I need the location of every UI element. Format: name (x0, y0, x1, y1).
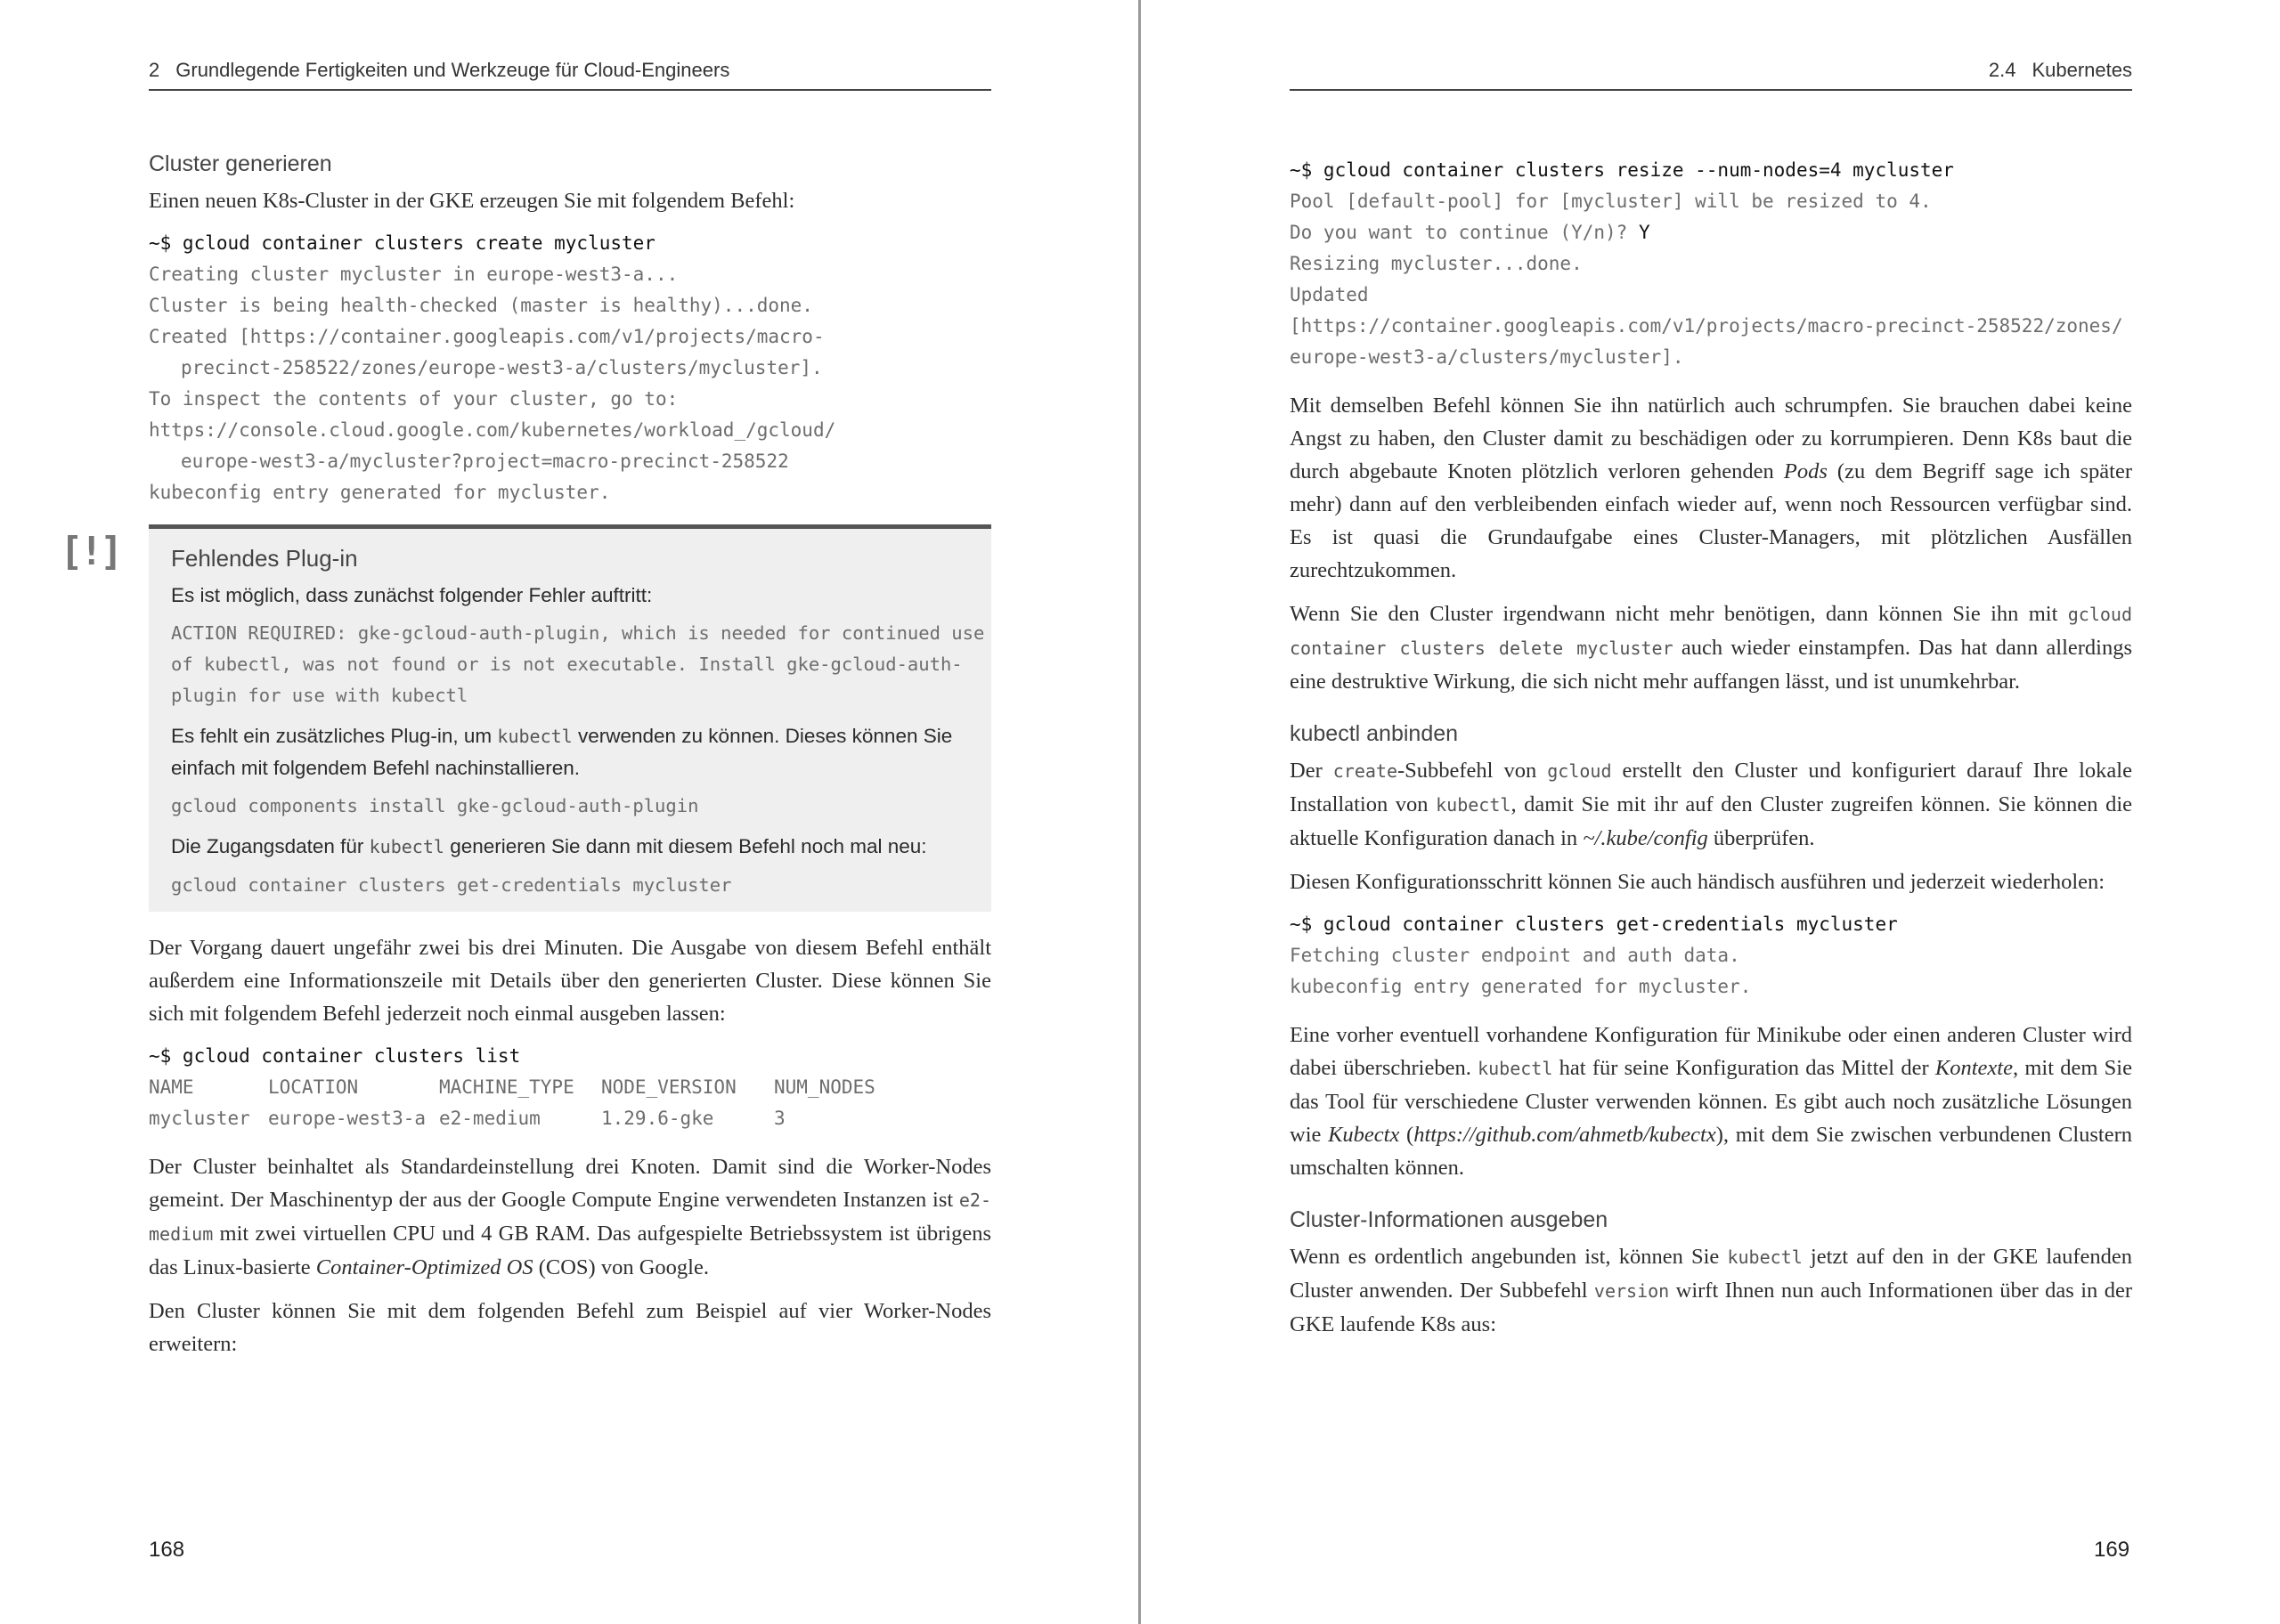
code-output-line: kubeconfig entry generated for mycluster. (1290, 976, 1752, 997)
right-page (1141, 0, 2280, 1624)
table-cell: 3 (774, 1108, 786, 1129)
note-install-command (171, 791, 969, 822)
note-credentials-command (171, 870, 969, 901)
table-cell: e2-medium (439, 1108, 541, 1129)
paragraph-manual-config: Diesen Konfigurationsschritt können Sie auch händisch ausführen und jederzeit wiederholen: (1290, 870, 2105, 894)
running-head-chapter: 2 (149, 59, 160, 81)
table-header-row (149, 1072, 991, 1103)
table-cell: mycluster (149, 1108, 250, 1129)
code-output-line: [https://container.googleapis.com/v1/projects/macro-precinct-258522/zones/ (1290, 315, 2123, 337)
text-run: verwenden zu können. Dieses können Sie einfach mit folgendem Befehl nachinstallieren. (171, 725, 953, 779)
code-output-line: Creating cluster mycluster in europe-west3-a... (149, 264, 679, 285)
text-run: Eine vorher eventuell vorhandene Konfiguration für Minikube oder einen anderen Cluster wird dabei überschrieben. (1290, 1023, 2132, 1080)
code-command: ~$ gcloud container clusters resize --num-nodes=4 mycluster (1290, 159, 1954, 181)
text-run: Der Cluster beinhaltet als Standardeinstellung drei Knoten. Damit sind die Worker-Nodes gemeint. Der Maschinentyp der aus der Google Compute Engine verwendeten Instanzen ist (149, 1155, 991, 1212)
paragraph-duration: Der Vorgang dauert ungefähr zwei bis drei Minuten. Die Ausgabe von diesem Befehl enthält außerdem eine Informationszeile mit Details über den generierten Cluster. Diese können Sie sich mit folgendem Befehl jederzeit noch einmal ausgeben lassen: (149, 936, 991, 1026)
code-output-line: To inspect the contents of your cluster, go to: (149, 388, 679, 410)
table-header-cell: LOCATION (268, 1076, 359, 1098)
text-run: auch wieder einstampfen. Das hat dann allerdings eine destruktive Wirkung, die sich nicht mehr auffangen lässt, und ist unumkehrbar. (1290, 636, 2133, 694)
text-run: Der (1290, 759, 1333, 783)
paragraph-delete (1290, 597, 2132, 698)
paragraph-version (1290, 1240, 2132, 1341)
paragraph-shrink (1290, 389, 2132, 587)
left-page (0, 0, 1139, 1624)
inline-code: gcloud container clusters delete mycluster (1290, 604, 2132, 659)
emphasis: Kontexte (1934, 1056, 2013, 1080)
get-credentials-code (1290, 909, 2132, 1003)
inline-code: create (1332, 760, 1397, 782)
user-input: Y (1638, 222, 1650, 243)
note-paragraph (171, 831, 969, 863)
code-output-line: Cluster is being health-checked (master is healthy)...done. (149, 295, 813, 316)
paragraph-create-subcommand (1290, 754, 2132, 855)
note-title: Fehlendes Plug-in (171, 545, 358, 572)
inline-code: kubectl (497, 726, 573, 747)
code-output-line: kubeconfig entry generated for mycluster. (149, 482, 611, 503)
text-run: Es fehlt ein zusätzliches Plug-in, um (171, 725, 498, 747)
section-heading-cluster-generieren: Cluster generieren (149, 151, 332, 176)
code-output-line: Created [https://container.googleapis.com/v1/projects/macro- (149, 326, 825, 347)
table-cell: 1.29.6-gke (601, 1108, 714, 1129)
text-run: ), mit dem Sie zwischen verbundenen Clustern umschalten können. (1290, 1123, 2133, 1180)
note-error-code (171, 618, 985, 711)
code-command: gcloud components install gke-gcloud-auth-plugin (171, 795, 699, 816)
code-output-line (1290, 217, 2132, 248)
code-command: ~$ gcloud container clusters create mycluster (149, 232, 656, 254)
text-run: , mit dem Sie das Tool für verschiedene Cluster verwenden können. Es gibt auch noch zusätzliche Lösungen wie (1290, 1056, 2132, 1147)
running-head-chapter: 2.4 (1988, 59, 2016, 81)
text-run: überprüfen. (1707, 826, 1815, 850)
note-box-missing-plugin (60, 524, 991, 912)
code-output-line: of kubectl, was not found or is not executable. Install gke-gcloud-auth- (171, 654, 963, 675)
code-command: gcloud container clusters get-credentials mycluster (171, 874, 732, 896)
code-output-line: europe-west3-a/clusters/mycluster]. (1290, 346, 1684, 368)
section-heading-kubectl-anbinden: kubectl anbinden (1290, 721, 1459, 746)
page-number-right: 169 (2094, 1538, 2130, 1562)
table-header-cell: NODE_VERSION (601, 1076, 737, 1098)
paragraph-resize-intro: Den Cluster können Sie mit dem folgenden Befehl zum Beispiel auf vier Worker-Nodes erweitern: (149, 1299, 991, 1356)
text-run: Wenn Sie den Cluster irgendwann nicht mehr benötigen, dann können Sie ihn mit (1290, 602, 2068, 626)
section-kubectl (1290, 721, 2132, 1184)
emphasis: ~/.kube/config (1583, 826, 1708, 850)
paragraph-cluster-defaults (149, 1150, 991, 1284)
text-run: erstellt den Cluster und konfiguriert darauf Ihre lokale Installation von (1290, 759, 2132, 816)
table-row (149, 1103, 991, 1134)
page-number-left: 168 (149, 1538, 185, 1562)
text-run: wirft Ihnen nun auch Informationen über das in der GKE laufende K8s aus: (1290, 1279, 2132, 1336)
emphasis: Container-Optimized OS (315, 1255, 533, 1279)
cluster-list-output (149, 1041, 991, 1134)
section-heading-cluster-informationen: Cluster-Informationen ausgeben (1290, 1207, 1608, 1232)
table-cell: europe-west3-a (268, 1108, 427, 1129)
code-output-line: Updated (1290, 284, 1369, 305)
link-text: https://github.com/ahmetb/kubectx (1413, 1123, 1716, 1147)
inline-code: kubectl (1436, 794, 1511, 816)
right-column (1290, 151, 2132, 1352)
code-output-line: Pool [default-pool] for [mycluster] will be resized to 4. (1290, 191, 1932, 212)
code-output-line: plugin for use with kubectl (171, 685, 468, 706)
text-run: hat für seine Konfiguration das Mittel der (1552, 1056, 1935, 1080)
text-run: jetzt auf den in der GKE laufenden Cluster anwenden. Der Subbefehl (1290, 1245, 2132, 1303)
running-head-title: Kubernetes (2032, 59, 2132, 81)
resize-cluster-code (1290, 155, 2132, 373)
inline-code: kubectl (369, 836, 444, 857)
text-run: -Subbefehl von (1396, 759, 1548, 783)
code-output-line: Resizing mycluster...done. (1290, 253, 1583, 274)
inline-code: gcloud (1547, 760, 1612, 782)
text-run: Mit demselben Befehl können Sie ihn natürlich auch schrumpfen. Sie brauchen dabei keine Angst zu haben, den Cluster damit zu beschädigen oder zu korrumpieren. Denn K8s baut die durch abgebaute Knoten plötzlich verloren gehenden (1290, 394, 2132, 483)
emphasis: Pods (1783, 459, 1828, 483)
inline-code: kubectl (1478, 1058, 1553, 1079)
text-run: generieren Sie dann mit diesem Befehl noch mal neu: (444, 835, 927, 857)
text-run: mit zwei virtuellen CPU und 4 GB RAM. Das aufgespielte Betriebssystem ist übrigens das Linux-basierte (149, 1222, 991, 1279)
inline-code: e2-medium (149, 1190, 991, 1245)
intro-paragraph: Einen neuen K8s-Cluster in der GKE erzeugen Sie mit folgendem Befehl: (149, 189, 795, 213)
code-output-line: https://console.cloud.google.com/kubernetes/workload_/gcloud/ (149, 419, 836, 441)
code-output-line: ACTION REQUIRED: gke-gcloud-auth-plugin, which is needed for continued use (171, 622, 985, 644)
left-column (60, 151, 991, 1371)
text-run: ( (1399, 1123, 1414, 1147)
table-header-cell: MACHINE_TYPE (439, 1076, 574, 1098)
section-cluster-info (1290, 1207, 2132, 1341)
running-head-left (149, 59, 991, 91)
inline-code: kubectl (1727, 1246, 1803, 1268)
text-run: (zu dem Begriff sage ich später mehr) dann auf den verbleibenden einfach wieder auf, wenn noch Ressourcen verfügbar sind. Es ist quasi die Grundaufgabe eines Cluster-Managers, mit plötzlichen Ausfällen zurechtzukommen. (1290, 459, 2133, 582)
table-header-cell: NUM_NODES (774, 1076, 875, 1098)
text-run: Die Zugangsdaten für (171, 835, 370, 857)
inline-code: version (1593, 1280, 1670, 1302)
code-output-line: Fetching cluster endpoint and auth data. (1290, 945, 1740, 966)
note-paragraph (171, 720, 969, 784)
code-command: ~$ gcloud container clusters list (149, 1045, 521, 1067)
text-run: (COS) von Google. (533, 1255, 709, 1279)
code-command: ~$ gcloud container clusters get-credentials mycluster (1290, 914, 1898, 935)
code-output-line: precinct-258522/zones/europe-west3-a/clusters/mycluster]. (181, 357, 823, 378)
create-cluster-code (149, 228, 991, 508)
text-run: , damit Sie mit ihr auf den Cluster zugreifen können. Sie können die aktuelle Konfiguration danach in (1290, 792, 2132, 850)
text-run: Do you want to continue (Y/n)? (1290, 222, 1639, 243)
emphasis: Kubectx (1328, 1123, 1400, 1147)
text-run: Wenn es ordentlich angebunden ist, können Sie (1290, 1245, 1728, 1269)
running-head-right (1290, 59, 2132, 91)
note-paragraph: Es ist möglich, dass zunächst folgender Fehler auftritt: (171, 584, 653, 606)
table-header-cell: NAME (149, 1076, 194, 1098)
running-head-title: Grundlegende Fertigkeiten und Werkzeuge für Cloud-Engineers (175, 59, 730, 81)
paragraph-contexts (1290, 1019, 2132, 1184)
code-output-line: europe-west3-a/mycluster?project=macro-precinct-258522 (181, 451, 789, 472)
warning-icon: [!] (60, 529, 120, 574)
